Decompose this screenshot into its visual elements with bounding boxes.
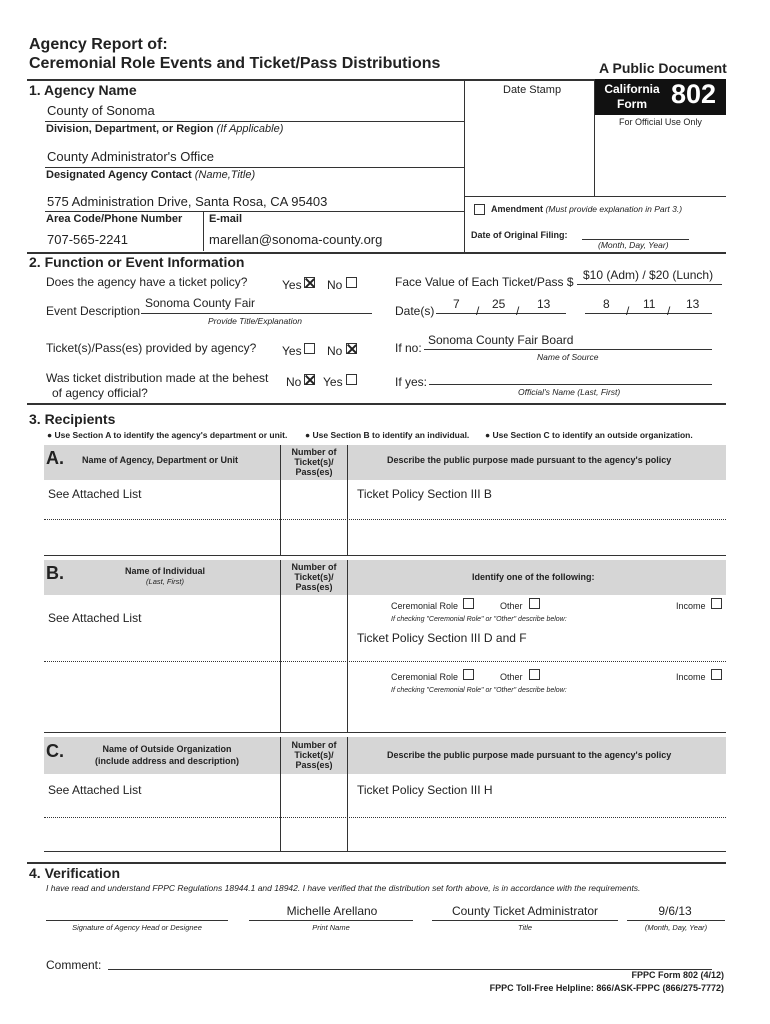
behest-question-line1: Was ticket distribution made at the behest	[46, 371, 269, 385]
date1-month: 7	[453, 297, 460, 311]
b1-ceremonial-label: Ceremonial Role	[391, 601, 459, 611]
b2-other-checkbox[interactable]	[529, 669, 540, 680]
section-b-identify-header: Identify one of the following:	[472, 572, 595, 582]
section3-bullet-b: ● Use Section B to identify an individual.	[305, 430, 470, 440]
provided-yes-label: Yes	[282, 344, 302, 358]
provided-no-checkbox[interactable]	[346, 343, 357, 354]
behest-question-line2: of agency official?	[52, 386, 148, 400]
provided-question: Ticket(s)/Pass(es) provided by agency?	[46, 341, 257, 355]
b2-other-label: Other	[500, 672, 523, 682]
section-b-name-hint: (Last, First)	[146, 577, 184, 586]
print-name-value: Michelle Arellano	[286, 904, 378, 918]
date-stamp-label: Date Stamp	[503, 84, 562, 96]
date1-year: 13	[537, 297, 551, 311]
ticket-policy-question: Does the agency have a ticket policy?	[46, 275, 248, 289]
face-value-value: $10 (Adm) / $20 (Lunch)	[583, 268, 714, 282]
section-c-name-header-line2: (include address and description)	[94, 756, 240, 766]
section-a-name-value: See Attached List	[48, 487, 142, 501]
badge-form: Form	[617, 97, 647, 111]
section-b-letter: B.	[46, 563, 64, 583]
email-label: E-mail	[209, 213, 243, 225]
section-b-name-header: Name of Individual	[124, 566, 205, 576]
section-b-number-header: Number of Ticket(s)/ Pass(es)	[291, 562, 337, 592]
signature-label: Signature of Agency Head or Designee	[72, 923, 202, 932]
title-label: Title	[517, 923, 533, 932]
section3-heading: 3. Recipients	[29, 411, 116, 427]
print-name-label: Print Name	[312, 923, 350, 932]
section-c-number-header: Number of Ticket(s)/ Pass(es)	[291, 740, 337, 770]
comment-line[interactable]	[108, 969, 712, 970]
contact-label: Designated Agency Contact (Name,Title)	[46, 169, 256, 181]
contact-value: 575 Administration Drive, Santa Rosa, CA 95403	[47, 194, 328, 209]
date2-year: 13	[686, 297, 700, 311]
section4-heading: 4. Verification	[29, 865, 121, 881]
form-title-line2: Ceremonial Role Events and Ticket/Pass Distributions	[29, 55, 441, 72]
behest-no-checkbox[interactable]	[304, 374, 315, 385]
signature-line[interactable]	[46, 920, 228, 921]
section-a-name-header: Name of Agency, Department or Unit	[82, 455, 239, 465]
date2-month: 8	[603, 297, 610, 311]
source-hint: Name of Source	[537, 352, 599, 362]
behest-yes-label: Yes	[323, 375, 343, 389]
section-c-name-header-line1: Name of Outside Organization	[102, 744, 232, 754]
amendment-label: Amendment (Must provide explanation in Part 3.)	[491, 204, 683, 214]
b1-income-label: Income	[676, 601, 706, 611]
section-b-purpose-value: Ticket Policy Section III D and F	[357, 631, 527, 645]
section-a-letter: A.	[46, 448, 64, 468]
ticket-policy-yes-label: Yes	[282, 278, 302, 292]
provided-yes-checkbox[interactable]	[304, 343, 315, 354]
if-no-label: If no:	[395, 341, 422, 355]
ticket-policy-no-checkbox[interactable]	[346, 277, 357, 288]
b1-ceremonial-checkbox[interactable]	[463, 598, 474, 609]
date-label: (Month, Day, Year)	[644, 923, 708, 932]
b2-if-checking-hint: If checking "Ceremonial Role" or "Other" describe below:	[391, 687, 567, 694]
official-use-label: For Official Use Only	[619, 117, 702, 127]
badge-state: California	[604, 82, 660, 96]
face-value-label: Face Value of Each Ticket/Pass $	[395, 275, 574, 289]
behest-no-label: No	[286, 375, 302, 389]
section-a-number-header: Number of Ticket(s)/ Pass(es)	[291, 447, 337, 477]
division-label: Division, Department, or Region (If Applicable)	[46, 123, 284, 135]
b2-income-checkbox[interactable]	[711, 669, 722, 680]
section-c-purpose-value: Ticket Policy Section III H	[357, 783, 493, 797]
provided-no-label: No	[327, 344, 343, 358]
email-value: marellan@sonoma-county.org	[209, 232, 383, 247]
b1-other-checkbox[interactable]	[529, 598, 540, 609]
source-value: Sonoma County Fair Board	[428, 333, 574, 347]
section-a-purpose-value: Ticket Policy Section III B	[357, 487, 492, 501]
section-c-letter: C.	[46, 741, 64, 761]
form-title-line1: Agency Report of:	[29, 36, 168, 53]
official-name-hint: Official's Name (Last, First)	[518, 387, 621, 397]
date-value: 9/6/13	[658, 904, 692, 918]
b2-ceremonial-label: Ceremonial Role	[391, 672, 459, 682]
date2-day: 11	[643, 297, 656, 311]
dates-label: Date(s)	[395, 304, 435, 318]
event-description-hint: Provide Title/Explanation	[208, 316, 302, 326]
section1-heading: 1. Agency Name	[29, 82, 137, 98]
amendment-checkbox[interactable]	[474, 204, 485, 215]
section3-bullet-a: ● Use Section A to identify the agency's department or unit.	[47, 430, 288, 440]
footer-helpline: FPPC Toll-Free Helpline: 866/ASK-FPPC (866/275-7772)	[489, 983, 724, 993]
agency-name-value: County of Sonoma	[47, 103, 155, 118]
ticket-policy-yes-checkbox[interactable]	[304, 277, 315, 288]
event-description-label: Event Description	[46, 304, 141, 318]
event-description-value: Sonoma County Fair	[145, 296, 256, 310]
section2-heading: 2. Function or Event Information	[29, 254, 245, 270]
section-c-name-value: See Attached List	[48, 783, 142, 797]
ticket-policy-no-label: No	[327, 278, 343, 292]
b1-other-label: Other	[500, 601, 523, 611]
section3-bullet-c: ● Use Section C to identify an outside organization.	[485, 430, 693, 440]
section-b-name-value: See Attached List	[48, 611, 142, 625]
if-yes-label: If yes:	[395, 375, 428, 389]
b1-if-checking-hint: If checking "Ceremonial Role" or "Other" describe below:	[391, 616, 567, 623]
division-value: County Administrator's Office	[47, 149, 214, 164]
footer-form-id: FPPC Form 802 (4/12)	[631, 970, 724, 980]
phone-value: 707-565-2241	[47, 232, 128, 247]
b2-income-label: Income	[676, 672, 706, 682]
title-value: County Ticket Administrator	[451, 904, 599, 918]
behest-yes-checkbox[interactable]	[346, 374, 357, 385]
b2-ceremonial-checkbox[interactable]	[463, 669, 474, 680]
original-filing-label: Date of Original Filing:	[471, 230, 568, 240]
badge-number: 802	[671, 79, 717, 109]
comment-label: Comment:	[46, 958, 102, 972]
b1-income-checkbox[interactable]	[711, 598, 722, 609]
public-document-label: A Public Document	[599, 60, 727, 76]
verification-statement: I have read and understand FPPC Regulations 18944.1 and 18942. I have verified that the distribution set forth above, is in accordance with the requirements.	[46, 883, 641, 893]
section-a-purpose-header: Describe the public purpose made pursuant to the agency's policy	[387, 455, 672, 465]
phone-label: Area Code/Phone Number	[46, 213, 183, 225]
original-filing-hint: (Month, Day, Year)	[598, 240, 669, 250]
date1-day: 25	[492, 297, 506, 311]
section-c-purpose-header: Describe the public purpose made pursuant to the agency's policy	[387, 750, 672, 760]
